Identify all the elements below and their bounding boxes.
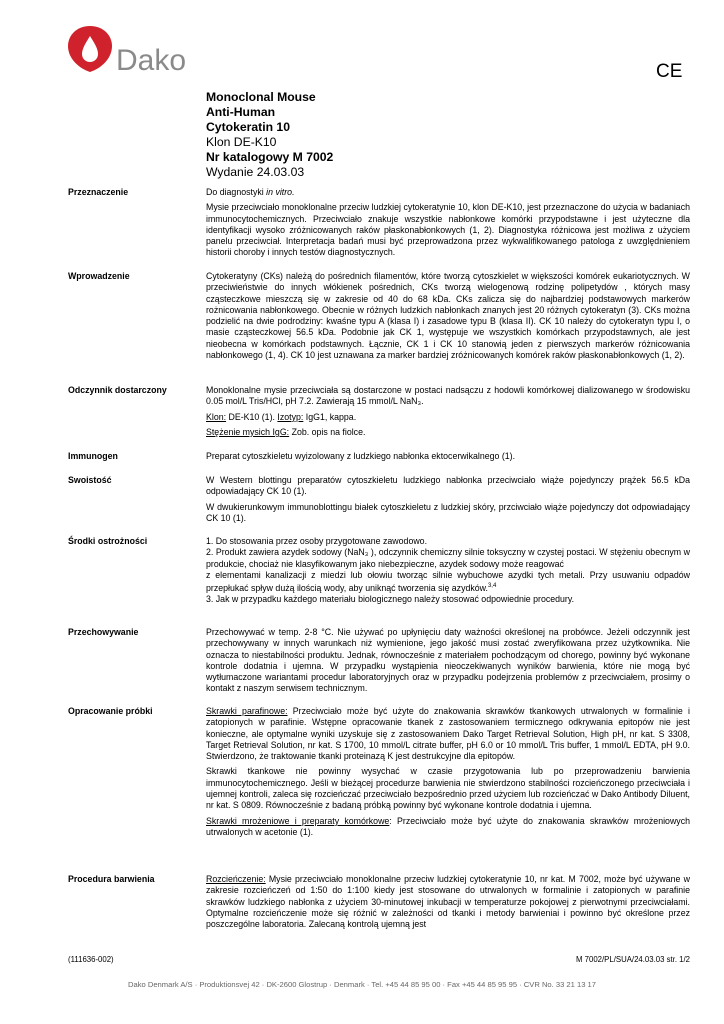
list-item: 2. Produkt zawiera azydek sodowy (NaN₃ ), odczynnik chemiczny silnie toksyczny w czystej postaci. W stężeniu obecnym w produkcie, chociaż nie klasyfikowanym jako niebezpieczne, azydek sodowy może reagować	[206, 547, 690, 569]
company-address: Dako Denmark A/S · Produktionsvej 42 · DK-2600 Glostrup · Denmark · Tel. +45 44 85 95 00 · Fax +45 44 85 95 95 · CVR No. 33 21 13 17	[128, 980, 596, 989]
section-body	[206, 706, 690, 842]
ce-mark-text: CE	[656, 61, 683, 80]
stezenie-label: Stężenie mysich IgG:	[206, 426, 290, 437]
section-label: Procedura barwienia	[68, 874, 155, 884]
subheading: Skrawki mrożeniowe i preparaty komórkowe	[206, 815, 390, 826]
section-body	[206, 385, 690, 442]
section-body	[206, 874, 690, 934]
list-item-continued	[206, 570, 690, 595]
dako-logo	[66, 22, 196, 78]
section-label: Przeznaczenie	[68, 187, 129, 197]
document-code: (111636-002)	[68, 955, 114, 964]
section-body	[206, 271, 690, 365]
paragraph: Przechowywać w temp. 2-8 °C. Nie używać po upłynięciu daty ważności określonej na probówce. Jeżeli odczynnik jest przechowywany w innych warunkach niż wymienione, jego jakość musi zostać zweryfikowana przez użytkownika. Nie oznacza to niestabilności produktu. Jednak, równocześnie z materiałem pochodzącym od chorego, powinny być wykonane kontrole dodatnia i ujemna. W przypadku wystąpienia nieoczekiwanych wyników barwienia, które nie mogą być wytłumaczone wariantami procedur laboratoryjnych oraz w przypadku podejrzenia problemów z przeciwciałem, prosimy o kontakt z naszym serwisem technicznym.	[206, 627, 690, 694]
section-body	[206, 187, 690, 263]
list-item: 3. Jak w przypadku każdego materiału biologicznego należy stosować odpowiednie procedury.	[206, 594, 575, 605]
text: Do diagnostyki	[206, 187, 267, 197]
paragraph: W dwukierunkowym immunoblottingu białek cytoszkieletu z ludzkiej skóry, przciwciało wiąże pojedynczy dot odpowiadający CK 10 (1).	[206, 501, 690, 523]
section-body	[206, 475, 690, 528]
section-label: Wprowadzenie	[68, 271, 130, 281]
title-line-1: Monoclonal Mouse	[206, 90, 316, 104]
text: : Przeciwciało może być użyte do znakowania skrawków mrożeniowych utrwalonych w acetonie (1).	[206, 815, 690, 837]
product-title-block	[206, 90, 666, 180]
section-body	[206, 451, 690, 466]
text: Mysie przeciwciało monoklonalne przeciw ludzkiej cytokeratynie 10, nr kat. M 7002, może być używane w zakresie rozcieńczeń od 1:50 do 1:100 kiedy jest stosowane do utrwalonych w formalinie i zatopionych w parafinie skrawków ludzkiego nabłonka z użyciem 30-minutowej inkubacji w temperaturze pokojowej z pierwotnymi przeciwciałami. Optymalne rozcieńczenie może się różnić w zależności od tkanki i metody barwieniai i powinno być określone przez poszczególne laboratoria. Zalecaną kontrolą ujemną jest	[206, 874, 690, 930]
text: Zob. opis na fiolce.	[289, 426, 366, 437]
ce-mark	[656, 60, 686, 80]
catalog-number: Nr katalogowy M 7002	[206, 150, 334, 164]
text: DE-K10 (1).	[226, 411, 278, 422]
paragraph: Cytokeratyny (CKs) należą do pośrednich filamentów, które tworzą cytoszkielet w większości komórek eukariotycznych. W przeciwieństwie do innych włókienek pośrednich, CKs tworzą wielogenową rodzinę polipetydów , których masy cząsteczkowe mieszczą się w zakresie od 40 do 68 kDa. CKs zalicza się do najbardziej podstawowych markerów rożnicowania nabłonkowego. Obecnie w różnych ludzkich nabłonkach znanych jest 20 różnych cytokeratyn (3). CKs można podzielić na dwie podrodziny: kwaśne typu A (klasa I) i zasadowe typu B (klasa II). CK 10 należy do cytokeratyn typu I, o masie cząsteczkowej 56.5 kDa. Podobnie jak CK 1, występuje we wszystkich komórkach przypodstawnych, ale jest nieobecna w komórkach podstawnych. Łącznie, CK 1 i CK 10 stanowią jeden z pierwszych markerów różnicowania nabłonkowego (1, 4). CK 10 jest uznawana za marker bardziej zróżnicowanych komórek raków płaskonabłonkowych (1, 2).	[206, 271, 690, 361]
subheading: Skrawki parafinowe:	[206, 706, 288, 716]
paragraph: Monoklonalne mysie przeciwciała są dostarczone w postaci nadsączu z hodowli komórkowej dializowanego w środowisku 0.05 mol/L Tris/HCl, pH 7.2. Zawierają 15 mmol/L NaN₃.	[206, 385, 690, 407]
section-body	[206, 536, 690, 606]
page-reference: M 7002/PL/SUA/24.03.03 str. 1/2	[576, 955, 690, 964]
section-label: Środki ostrożności	[68, 536, 148, 546]
paragraph: Mysie przeciwciało monoklonalne przeciw ludzkiej cytokeratynie 10, klon DE-K10, jest przeznaczone do użycia w badaniach immunocytochemicznych. Przeciwciało znakuje wszystkie nabłonkowe komórki przypodstawne i jest użyteczne dla identyfikacji wysoko zróżnicowanych raków płaskonabłonkowych (1, 2). Diagnostyka różnicowa jest możliwa z użyciem panelu przeciwciał. Interpretacja badań musi być przeprowadzona przez wykwalifikowanego patologa z uwzględnieniem historii choroby i innych testów diagnostycznych.	[206, 202, 690, 258]
klon-label: Klon:	[206, 411, 227, 422]
text: z elementami kanalizacji z miedzi lub ołowiu tworząc silnie wybuchowe azydki tych metali. Przy usuwaniu odpadów przepłukać spływ dużą ilością wody, aby uniknąć tworzenia się azydków.	[206, 569, 690, 594]
text: Przeciwciało może być użyte do znakowania skrawków tkankowych utrwalonych w formalinie i zatopionych w parafinie. Wstępne opracowanie tkanek z zastosowaniem termicznego odkrywania epitopów nie jest konieczne, ale optymalne wyniki uzyskuje się z zastosowaniem Dako Target Retrieval Solution, High pH, nr kat. S 3308, Target Retrieval Solution, nr kat. S 1700, 10 mmol/L citrate buffer, pH 6.0 or 10 mmol/L Tris buffer, 1 mmol/L EDTA, pH 9.0. Stwierdzono, że traktowanie tkanki proteinazą K jest destrukcyjne dla epitopów.	[206, 706, 691, 762]
list-item: 1. Do stosowania przez osoby przygotowane zawodowo.	[206, 536, 428, 546]
edition-date: Wydanie 24.03.03	[206, 165, 305, 179]
title-line-3: Cytokeratin 10	[206, 120, 290, 134]
paragraph: Skrawki tkankowe nie powinny wysychać w czasie przygotowania lub po przeprowadzeniu barwienia immunocytochemicznego. Jeśli w bieżącej procedurze barwienia nie stwierdzono stabilności rozcieńczonego przeciwciała i ujemnej kontroli, zaleca się rozcieńczać przeciwciało bezpośrednio przed użyciem lub rozcieńczać w Dako Antibody Diluent, nr kat. S 0809. Równocześnie z badaną próbką powinny być wykonane kontrole dodatnia i ujemna.	[206, 766, 690, 811]
brand-name: Dako	[116, 44, 187, 77]
section-label: Przechowywanie	[68, 627, 139, 637]
section-label: Immunogen	[68, 451, 118, 461]
subheading: Rozcieńczenie:	[206, 874, 266, 884]
text: IgG1, kappa.	[303, 411, 357, 422]
section-label: Odczynnik dostarczony	[68, 385, 167, 395]
clone-line: Klon DE-K10	[206, 135, 277, 149]
paragraph: W Western blottingu preparatów cytoszkieletu ludzkiego nabłonka przeciwciało wiąże pojedynczy prążek 56.5 kDa odpowiadający CK 10 (1).	[206, 475, 690, 497]
section-label: Swoistość	[68, 475, 112, 485]
section-body	[206, 627, 690, 699]
title-line-2: Anti-Human	[206, 105, 276, 119]
paragraph: Preparat cytoszkieletu wyizolowany z ludzkiego nabłonka ektocerwikalnego (1).	[206, 451, 516, 461]
section-label: Opracowanie próbki	[68, 706, 153, 716]
text-italic: in vitro.	[266, 187, 295, 197]
izotyp-label: Izotyp:	[277, 411, 304, 422]
reference-superscript: 3,4	[487, 583, 497, 590]
